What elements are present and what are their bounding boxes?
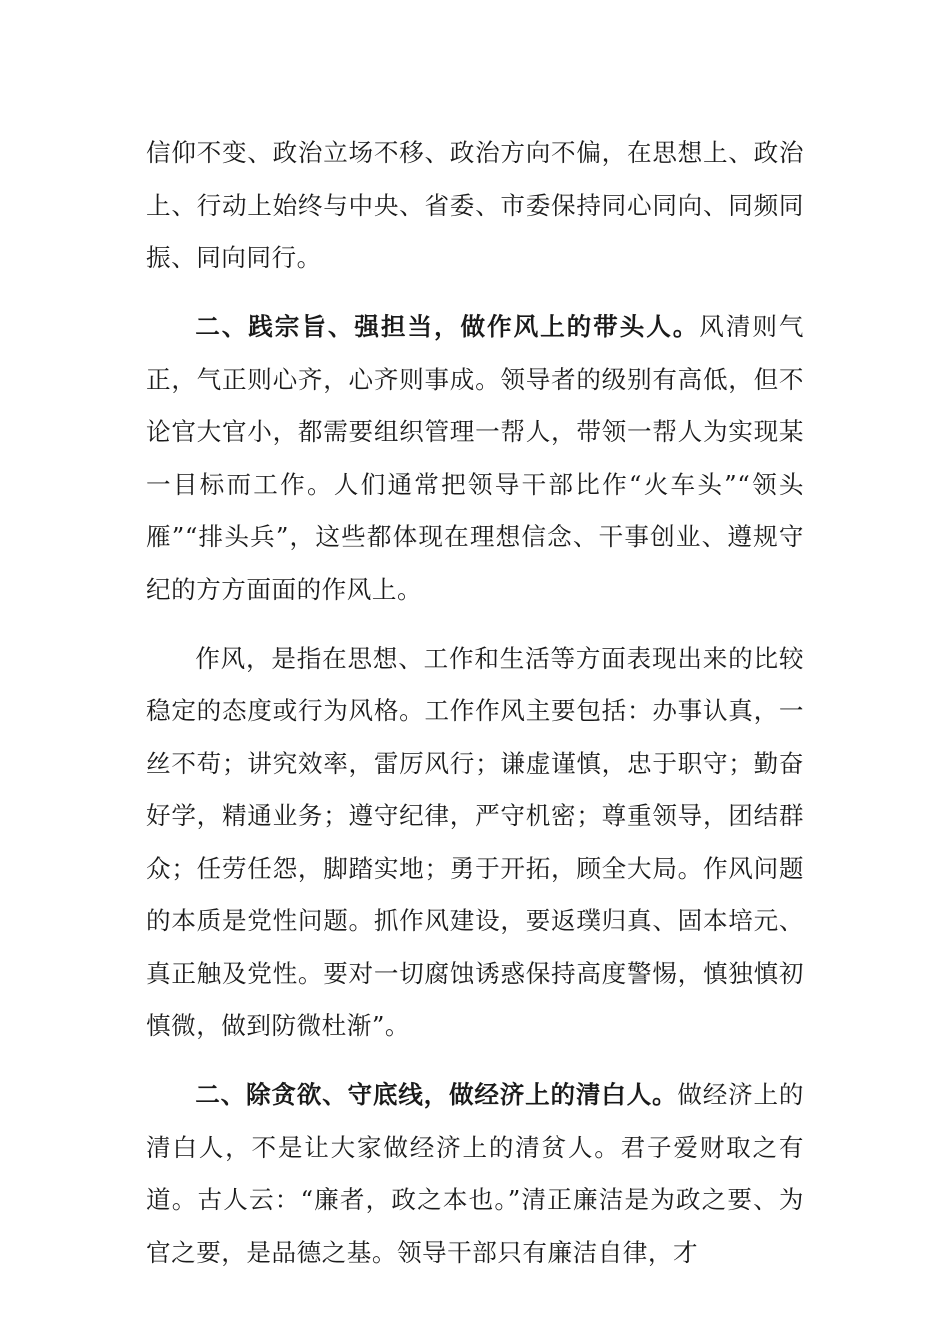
paragraph-text: 风清则气正，气正则心齐，心齐则事成。领导者的级别有高低，但不论官大官小，都需要组织管理一帮人，带领一帮人为实现某一目标而工作。人们通常把领导干部比作“火车头”“领头雁”“排头兵”，这些都体现在理想信念、干事创业、遵规守纪的方方面面的作风上。 (146, 312, 804, 604)
paragraph-section-integrity (146, 1069, 804, 1279)
paragraph-text: 信仰不变、政治立场不移、政治方向不偏，在思想上、政治上、行动上始终与中央、省委、市委保持同心同向、同频同振、同向同行。 (146, 138, 804, 272)
section-heading: 二、践宗旨、强担当，做作风上的带头人。 (195, 312, 700, 341)
section-heading: 二、除贪欲、守底线，做经济上的清白人。 (195, 1080, 678, 1109)
paragraph-text: 做经济上的清白人，不是让大家做经济上的清贫人。君子爱财取之有道。古人云：“廉者，政之本也。”清正廉洁是为政之要、为官之要，是品德之基。领导干部只有廉洁自律，才 (146, 1080, 804, 1267)
paragraph-work-style (146, 633, 804, 1053)
document-body (146, 127, 804, 1296)
paragraph-continuation (146, 127, 804, 285)
paragraph-section-conduct (146, 301, 804, 616)
paragraph-text: 作风，是指在思想、工作和生活等方面表现出来的比较稳定的态度或行为风格。工作作风主要包括：办事认真，一丝不苟；讲究效率，雷厉风行；谦虚谨慎，忠于职守；勤奋好学，精通业务；遵守纪律，严守机密；尊重领导，团结群众；任劳任怨，脚踏实地；勇于开拓，顾全大局。作风问题的本质是党性问题。抓作风建设，要返璞归真、固本培元、真正触及党性。要对一切腐蚀诱惑保持高度警惕，慎独慎初慎微，做到防微杜渐”。 (146, 643, 804, 1040)
